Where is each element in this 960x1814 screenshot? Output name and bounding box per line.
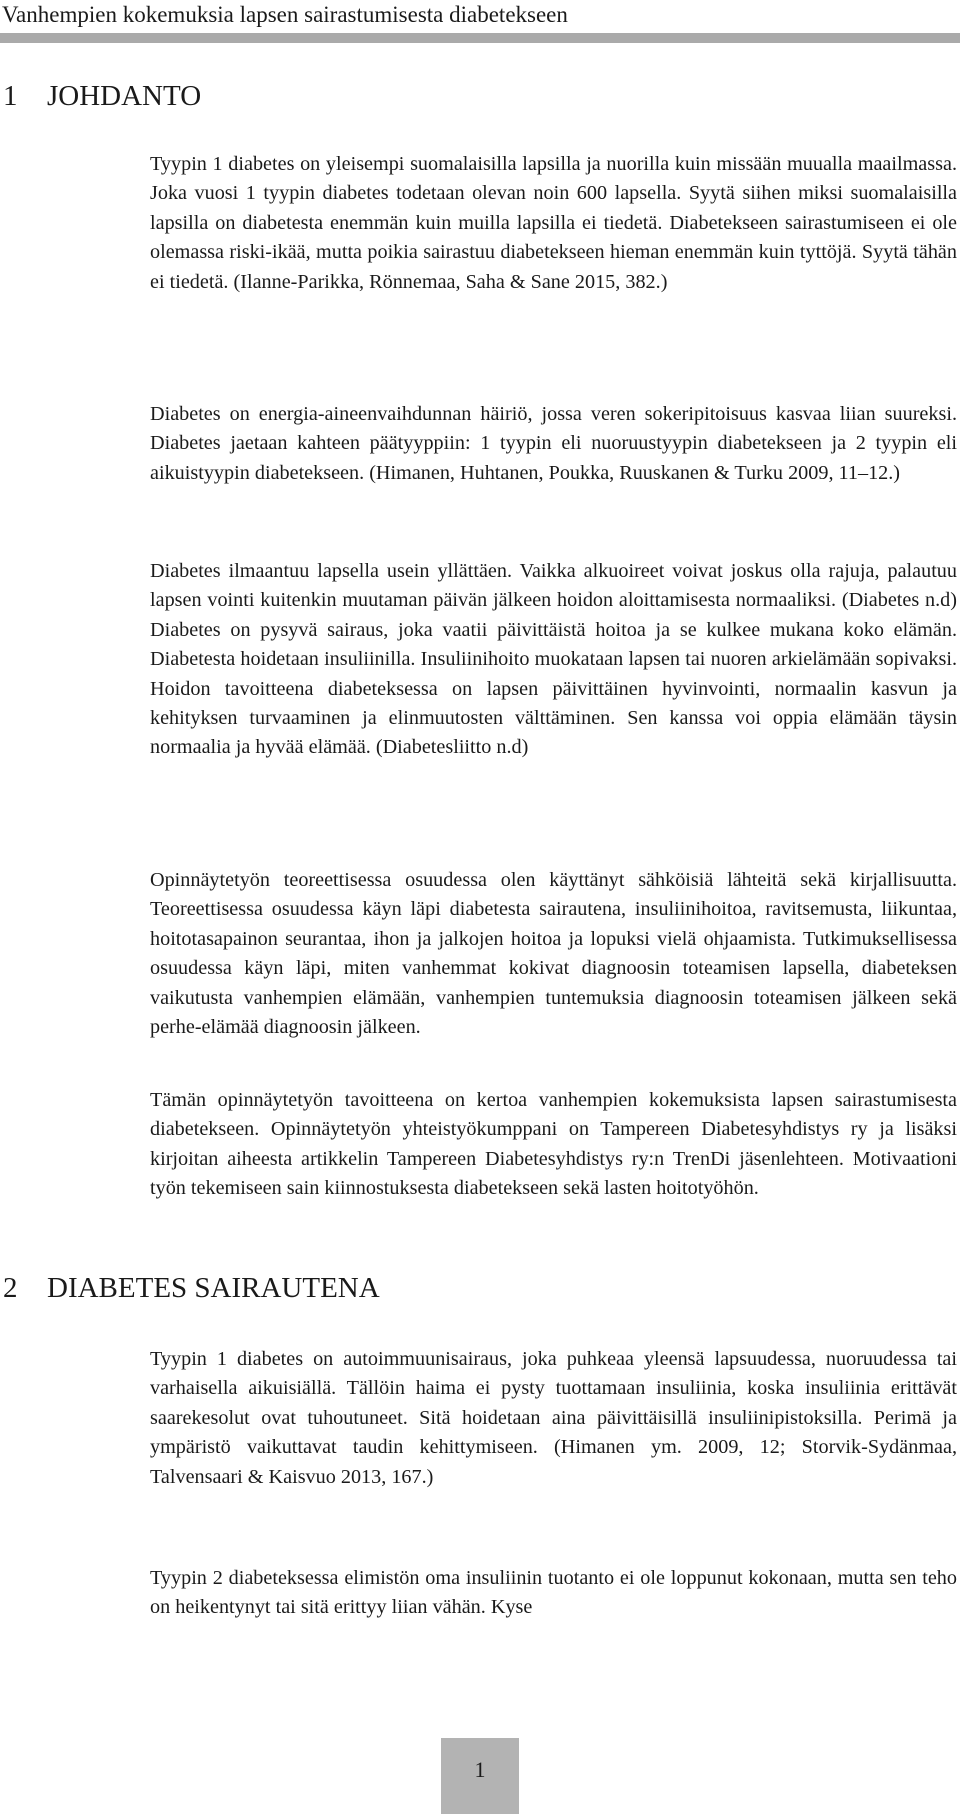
section-title: JOHDANTO — [47, 80, 202, 112]
section-number: 2 — [3, 1272, 18, 1304]
page-number: 1 — [474, 1757, 486, 1782]
header-rule — [0, 33, 960, 43]
paragraph: Tyypin 1 diabetes on autoimmuunisairaus, joka puhkeaa yleensä lapsuudessa, nuoruudessa tai varhaisella aikuisiällä. Tällöin haima ei pysty tuottamaan insuliinia, koska insuliinia erittävät saarekesolut ovat tuhoutuneet. Sitä hoidetaan aina päivittäisillä insuliinipistoksilla. Perimä ja ympäristö vaikuttavat taudin kehittymiseen. (Himanen ym. 2009, 12; Storvik-Sydänmaa, Talvensaari & Kaisvuo 2013, 167.) — [150, 1348, 957, 1488]
section-title: DIABETES SAIRAUTENA — [47, 1272, 380, 1304]
section-number: 1 — [3, 80, 18, 112]
paragraph: Tyypin 2 diabeteksessa elimistön oma insuliinin tuotanto ei ole loppunut kokonaan, mutta sen teho on heikentynyt tai sitä erittyy liian vähän. Kyse — [150, 1567, 957, 1619]
paragraph: Tyypin 1 diabetes on yleisempi suomalaisilla lapsilla ja nuorilla kuin missään muualla maailmassa. Joka vuosi 1 tyypin diabetes todetaan olevan noin 600 lapsella. Syytä siihen miksi suomalaisilla lapsilla on diabetesta enemmän kuin muilla lapsilla ei tiedetä. Diabetekseen sairastumiseen ei ole olemassa riski-ikää, mutta poikia sairastuu diabetekseen hieman enemmän kuin tyttöjä. Syytä tähän ei tiedetä. (Ilanne-Parikka, Rönnemaa, Saha & Sane 2015, 382.) — [150, 153, 957, 293]
paragraph: Diabetes ilmaantuu lapsella usein yllättäen. Vaikka alkuoireet voivat joskus olla rajuja, palautuu lapsen vointi kuitenkin muutaman päivän jälkeen hoidon aloittamisesta normaaliksi. (Diabetes n.d) Diabetes on pysyvä sairaus, joka vaatii päivittäistä hoitoa ja se kulkee mukana koko elämän. Diabetesta hoidetaan insuliinilla. Insuliinihoito muokataan lapsen tai nuoren arkielämään sopivaksi. Hoidon tavoitteena diabeteksessa on lapsen päivittäinen hyvinvointi, normaalin kasvun ja kehityksen turvaaminen ja elinmuutosten välttäminen. Sen kanssa voi oppia elämään täysin normaalia ja hyvää elämää. (Diabetesliitto n.d) — [150, 560, 957, 759]
paragraph: Tämän opinnäytetyön tavoitteena on kertoa vanhempien kokemuksista lapsen sairastumisesta diabetekseen. Opinnäytetyön yhteistyökumppani on Tampereen Diabetesyhdistys ry ja lisäksi kirjoitan aiheesta artikkelin Tampereen Diabetesyhdistys ry:n TrenDi jäsenlehteen. Motivaationi työn tekemiseen sain kiinnostuksesta diabetekseen sekä lasten hoitotyöhön. — [150, 1089, 957, 1200]
running-header-title: Vanhempien kokemuksia lapsen sairastumisesta diabetekseen — [2, 2, 568, 27]
section-heading-johdanto — [3, 78, 201, 114]
paragraph: Opinnäytetyön teoreettisessa osuudessa olen käyttänyt sähköisiä lähteitä sekä kirjallisuutta. Teoreettisessa osuudessa käyn läpi diabetesta sairautena, insuliinihoitoa, ravitsemusta, liikuntaa, hoitotasapainon seurantaa, ihon ja jalkojen hoitoa ja lopuksi vielä ohjaamista. Tutkimuksellisessa osuudessa käyn läpi, miten vanhemmat kokivat diagnoosin toteamisen lapsella, diabeteksen vaikutusta vanhempien elämään, vanhempien tuntemuksia diagnoosin toteamisen jälkeen sekä perhe-elämää diagnoosin jälkeen. — [150, 869, 957, 1039]
section-heading-diabetes-sairautena — [3, 1270, 380, 1306]
paragraph: Diabetes on energia-aineenvaihdunnan häiriö, jossa veren sokeripitoisuus kasvaa liian suureksi. Diabetes jaetaan kahteen päätyyppiin: 1 tyypin eli nuoruustyypin diabetekseen ja 2 tyypin eli aikuistyypin diabetekseen. (Himanen, Huhtanen, Poukka, Ruuskanen & Turku 2009, 11–12.) — [150, 403, 957, 484]
page-number-box — [441, 1738, 519, 1814]
